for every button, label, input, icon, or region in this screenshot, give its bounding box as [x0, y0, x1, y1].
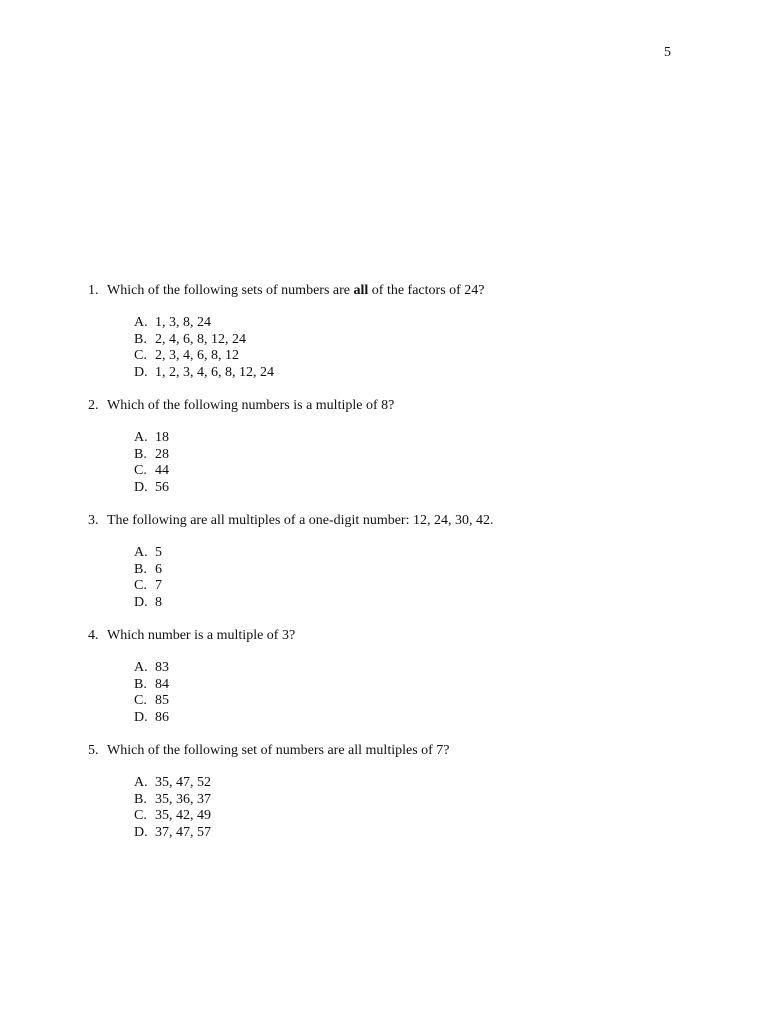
answer-option-c [134, 463, 708, 480]
option-letter: A. [134, 660, 148, 675]
question-number: 4. [88, 628, 99, 643]
option-text: 8 [155, 594, 162, 610]
option-letter: B. [134, 446, 147, 462]
option-letter: A. [134, 545, 148, 560]
option-text: 1, 2, 3, 4, 6, 8, 12, 24 [155, 364, 274, 380]
question-number: 3. [88, 513, 99, 528]
option-text: 44 [155, 463, 169, 478]
answer-option-c [134, 578, 708, 595]
option-letter: C. [134, 808, 147, 823]
option-text: 37, 47, 57 [155, 824, 211, 840]
option-text: 7 [155, 578, 162, 593]
option-text: 84 [155, 676, 169, 692]
option-text: 56 [155, 479, 169, 495]
answer-option-a [134, 775, 708, 792]
question-number: 1. [88, 283, 99, 298]
option-letter: D. [134, 364, 148, 380]
answer-option-c [134, 348, 708, 365]
page-number: 5 [664, 45, 671, 60]
option-text: 35, 42, 49 [155, 808, 211, 823]
option-letter: A. [134, 315, 148, 330]
answer-option-d [134, 825, 708, 842]
question-stem [88, 282, 708, 299]
option-letter: A. [134, 430, 148, 445]
answer-option-a [134, 315, 708, 332]
question-text-part: of the factors of 24? [368, 283, 485, 298]
option-text: 85 [155, 693, 169, 708]
option-text: 35, 47, 52 [155, 775, 211, 790]
option-letter: C. [134, 578, 147, 593]
option-letter: B. [134, 791, 147, 807]
question-stem [88, 397, 708, 414]
question-4 [88, 627, 708, 726]
question-text: Which number is a multiple of 3? [107, 628, 296, 643]
option-text: 5 [155, 545, 162, 560]
question-3 [88, 512, 708, 611]
option-text: 83 [155, 660, 169, 675]
answer-option-b [134, 677, 708, 694]
option-text: 2, 4, 6, 8, 12, 24 [155, 331, 246, 347]
answer-option-b [134, 447, 708, 464]
question-1 [88, 282, 708, 381]
option-text: 35, 36, 37 [155, 791, 211, 807]
question-text-part: Which of the following sets of numbers are [107, 283, 354, 298]
answer-options [88, 430, 708, 496]
question-stem [88, 627, 708, 644]
answer-option-c [134, 808, 708, 825]
question-5 [88, 742, 708, 841]
question-text: Which of the following set of numbers are all multiples of 7? [107, 743, 450, 758]
option-text: 2, 3, 4, 6, 8, 12 [155, 348, 239, 363]
option-letter: C. [134, 693, 147, 708]
option-letter: C. [134, 348, 147, 363]
question-text: Which of the following numbers is a multiple of 8? [107, 398, 395, 413]
option-letter: C. [134, 463, 147, 478]
option-letter: B. [134, 676, 147, 692]
option-letter: D. [134, 709, 148, 725]
option-text: 6 [155, 561, 162, 577]
answer-options [88, 660, 708, 726]
option-letter: A. [134, 775, 148, 790]
question-list [88, 282, 708, 857]
answer-options [88, 775, 708, 841]
option-letter: D. [134, 824, 148, 840]
option-text: 18 [155, 430, 169, 445]
option-letter: D. [134, 594, 148, 610]
option-letter: D. [134, 479, 148, 495]
option-text: 28 [155, 446, 169, 462]
answer-options [88, 315, 708, 381]
question-text [107, 282, 485, 299]
answer-option-d [134, 365, 708, 382]
option-text: 86 [155, 709, 169, 725]
option-text: 1, 3, 8, 24 [155, 315, 211, 330]
answer-option-d [134, 480, 708, 497]
option-letter: B. [134, 561, 147, 577]
question-stem [88, 742, 708, 759]
answer-option-d [134, 595, 708, 612]
answer-option-c [134, 693, 708, 710]
answer-option-b [134, 792, 708, 809]
answer-option-d [134, 710, 708, 727]
question-2 [88, 397, 708, 496]
question-text-emphasis: all [353, 283, 369, 298]
answer-option-a [134, 430, 708, 447]
option-letter: B. [134, 331, 147, 347]
question-text: The following are all multiples of a one-digit number: 12, 24, 30, 42. [107, 513, 494, 528]
question-number: 5. [88, 743, 99, 758]
answer-option-a [134, 545, 708, 562]
question-stem [88, 512, 708, 529]
question-number: 2. [88, 398, 99, 413]
answer-option-a [134, 660, 708, 677]
answer-option-b [134, 562, 708, 579]
answer-options [88, 545, 708, 611]
answer-option-b [134, 332, 708, 349]
